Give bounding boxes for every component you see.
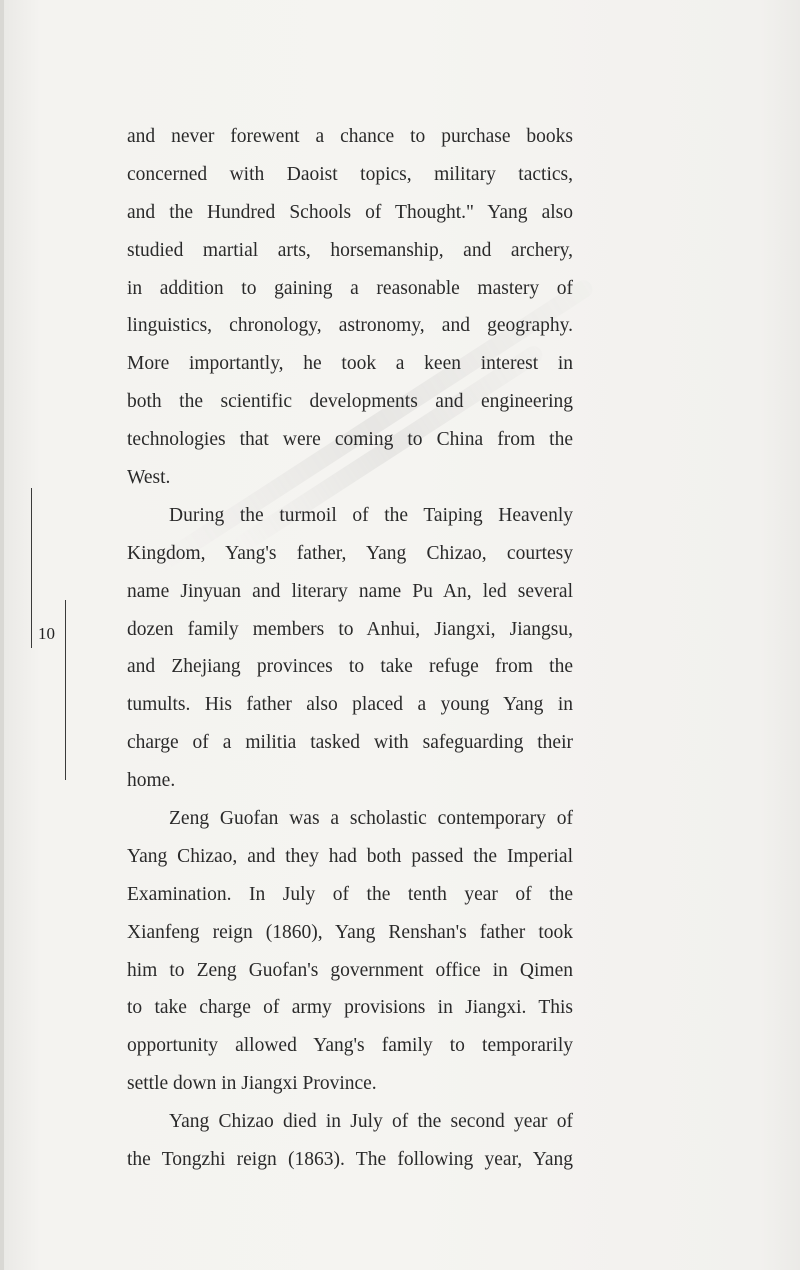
text-line: settle down in Jiangxi Province.: [127, 1073, 377, 1095]
text-line: charge of a militia tasked with safeguarding their: [127, 732, 573, 754]
text-line: Examination. In July of the tenth year of the: [127, 883, 573, 905]
page-left-edge: [0, 0, 4, 1270]
text-line: him to Zeng Guofan's government office in Qimen: [127, 959, 573, 981]
text-line: linguistics, chronology, astronomy, and geography.: [127, 315, 573, 337]
text-line: home.: [127, 770, 176, 792]
text-line: name Jinyuan and literary name Pu An, led several: [127, 580, 573, 602]
margin-marker-line: [65, 600, 66, 780]
margin-marker-line: [31, 488, 32, 648]
text-line: opportunity allowed Yang's family to temporarily: [127, 1035, 573, 1057]
text-line: to take charge of army provisions in Jiangxi. This: [127, 997, 573, 1019]
text-line: Yang Chizao died in July of the second year of: [169, 1111, 573, 1133]
body-text: [127, 118, 573, 1179]
text-line: Yang Chizao, and they had both passed the Imperial: [127, 845, 573, 867]
text-line: More importantly, he took a keen interest in: [127, 353, 573, 375]
text-line: concerned with Daoist topics, military tactics,: [127, 163, 573, 185]
text-line: the Tongzhi reign (1863). The following year, Yang: [127, 1149, 573, 1171]
text-line: During the turmoil of the Taiping Heavenly: [169, 504, 573, 526]
text-line: studied martial arts, horsemanship, and archery,: [127, 239, 573, 261]
text-line: and the Hundred Schools of Thought." Yang also: [127, 201, 573, 223]
text-line: tumults. His father also placed a young Yang in: [127, 694, 573, 716]
text-line: Kingdom, Yang's father, Yang Chizao, courtesy: [127, 542, 573, 564]
text-line: in addition to gaining a reasonable mastery of: [127, 277, 573, 299]
line-number: 10: [38, 624, 55, 643]
text-line: West.: [127, 467, 171, 489]
text-line: and never forewent a chance to purchase books: [127, 126, 573, 147]
text-line: dozen family members to Anhui, Jiangxi, Jiangsu,: [127, 618, 573, 640]
text-line: Xianfeng reign (1860), Yang Renshan's father took: [127, 921, 573, 943]
text-line: and Zhejiang provinces to take refuge from the: [127, 656, 573, 678]
text-line: both the scientific developments and engineering: [127, 391, 573, 413]
text-line: technologies that were coming to China from the: [127, 429, 573, 451]
text-line: Zeng Guofan was a scholastic contemporary of: [169, 808, 573, 830]
